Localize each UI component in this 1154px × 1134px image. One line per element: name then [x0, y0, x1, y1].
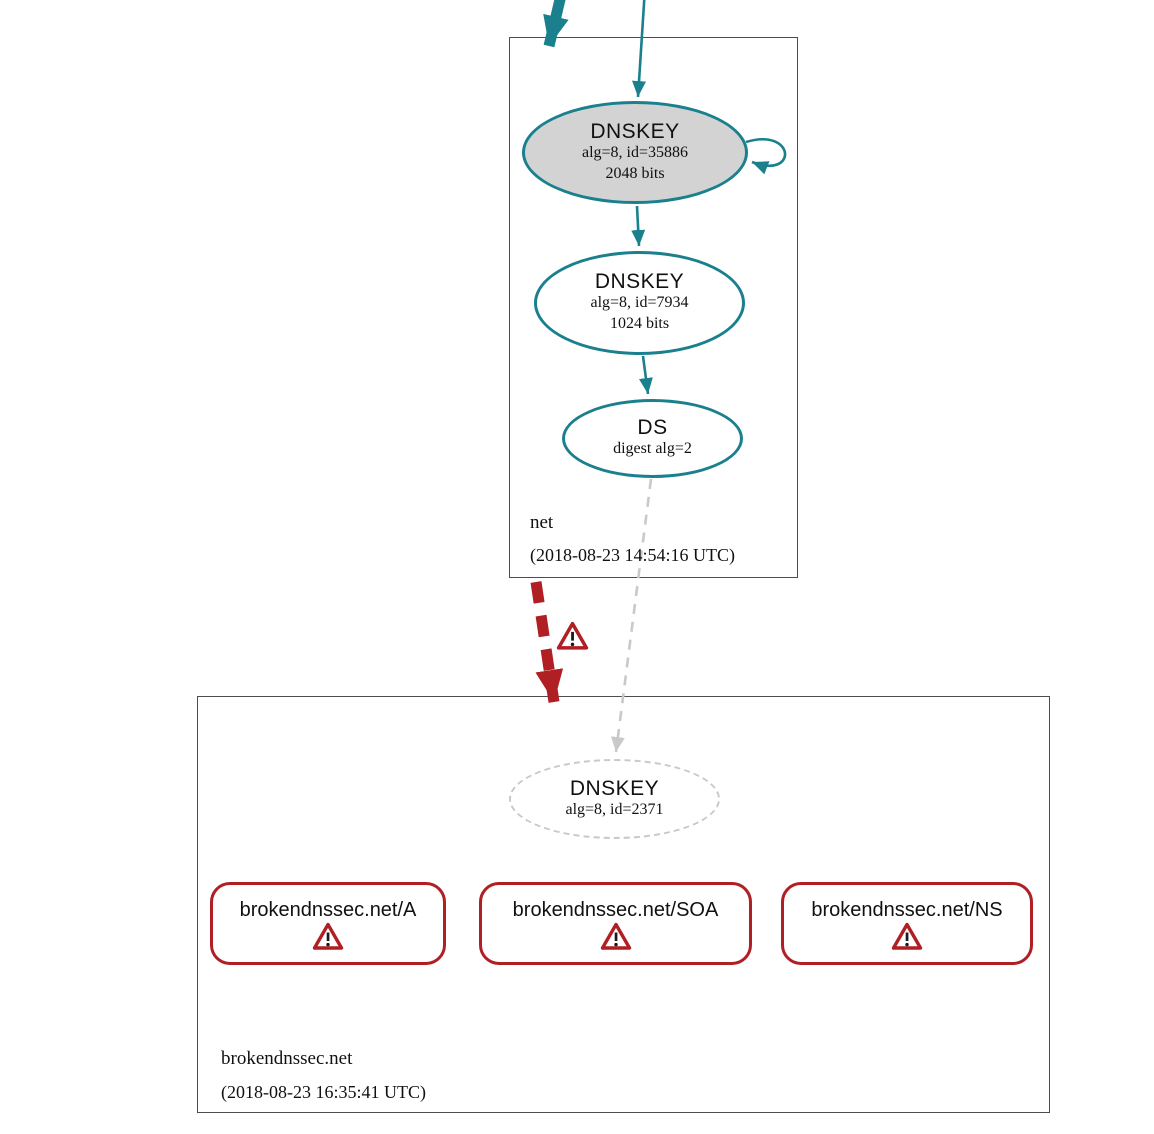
- warning-icon: [600, 922, 632, 951]
- node-detail: digest alg=2: [613, 440, 692, 458]
- rrset-label: brokendnssec.net/NS: [811, 898, 1003, 921]
- node-net-ds[interactable]: [562, 399, 743, 478]
- node-detail: alg=8, id=35886: [581, 143, 689, 161]
- zone-timestamp-net: (2018-08-23 14:54:16 UTC): [530, 545, 735, 565]
- edge-incoming-dnskey-secure: [638, 0, 645, 97]
- rrset-label: brokendnssec.net/SOA: [512, 898, 719, 921]
- node-net-ksk[interactable]: [522, 101, 748, 204]
- node-title: DNSKEY: [594, 270, 685, 294]
- node-net-zsk[interactable]: [534, 251, 745, 355]
- rrset-label: brokendnssec.net/A: [239, 898, 417, 921]
- rrset-soa[interactable]: [479, 882, 752, 965]
- node-title: DS: [637, 416, 668, 440]
- edge-incoming-thick-secure: [549, 0, 566, 46]
- edge-bogus-delegation: [536, 582, 554, 702]
- rrset-ns[interactable]: [781, 882, 1033, 965]
- warning-icon: [312, 922, 344, 951]
- zone-timestamp-brokendnssec-net: (2018-08-23 16:35:41 UTC): [221, 1082, 426, 1102]
- node-detail: alg=8, id=2371: [565, 800, 664, 818]
- zone-label-brokendnssec-net: brokendnssec.net: [221, 1048, 353, 1069]
- warning-icon: [556, 621, 589, 651]
- edge-ksk-to-zsk: [637, 206, 639, 246]
- node-broken-dnskey[interactable]: [509, 759, 720, 839]
- edge-ksk-self-loop: [746, 139, 785, 165]
- node-title: DNSKEY: [590, 119, 680, 143]
- node-detail-bits: 1024 bits: [609, 315, 670, 333]
- node-title: DNSKEY: [569, 776, 660, 800]
- zone-label-net: net: [530, 512, 554, 533]
- edge-ds-to-dnskey-insecure: [616, 479, 651, 752]
- rrset-a[interactable]: [210, 882, 446, 965]
- edge-zsk-to-ds: [643, 356, 648, 394]
- node-detail-bits: 2048 bits: [605, 164, 665, 182]
- warning-icon: [891, 922, 923, 951]
- node-detail: alg=8, id=7934: [590, 294, 689, 312]
